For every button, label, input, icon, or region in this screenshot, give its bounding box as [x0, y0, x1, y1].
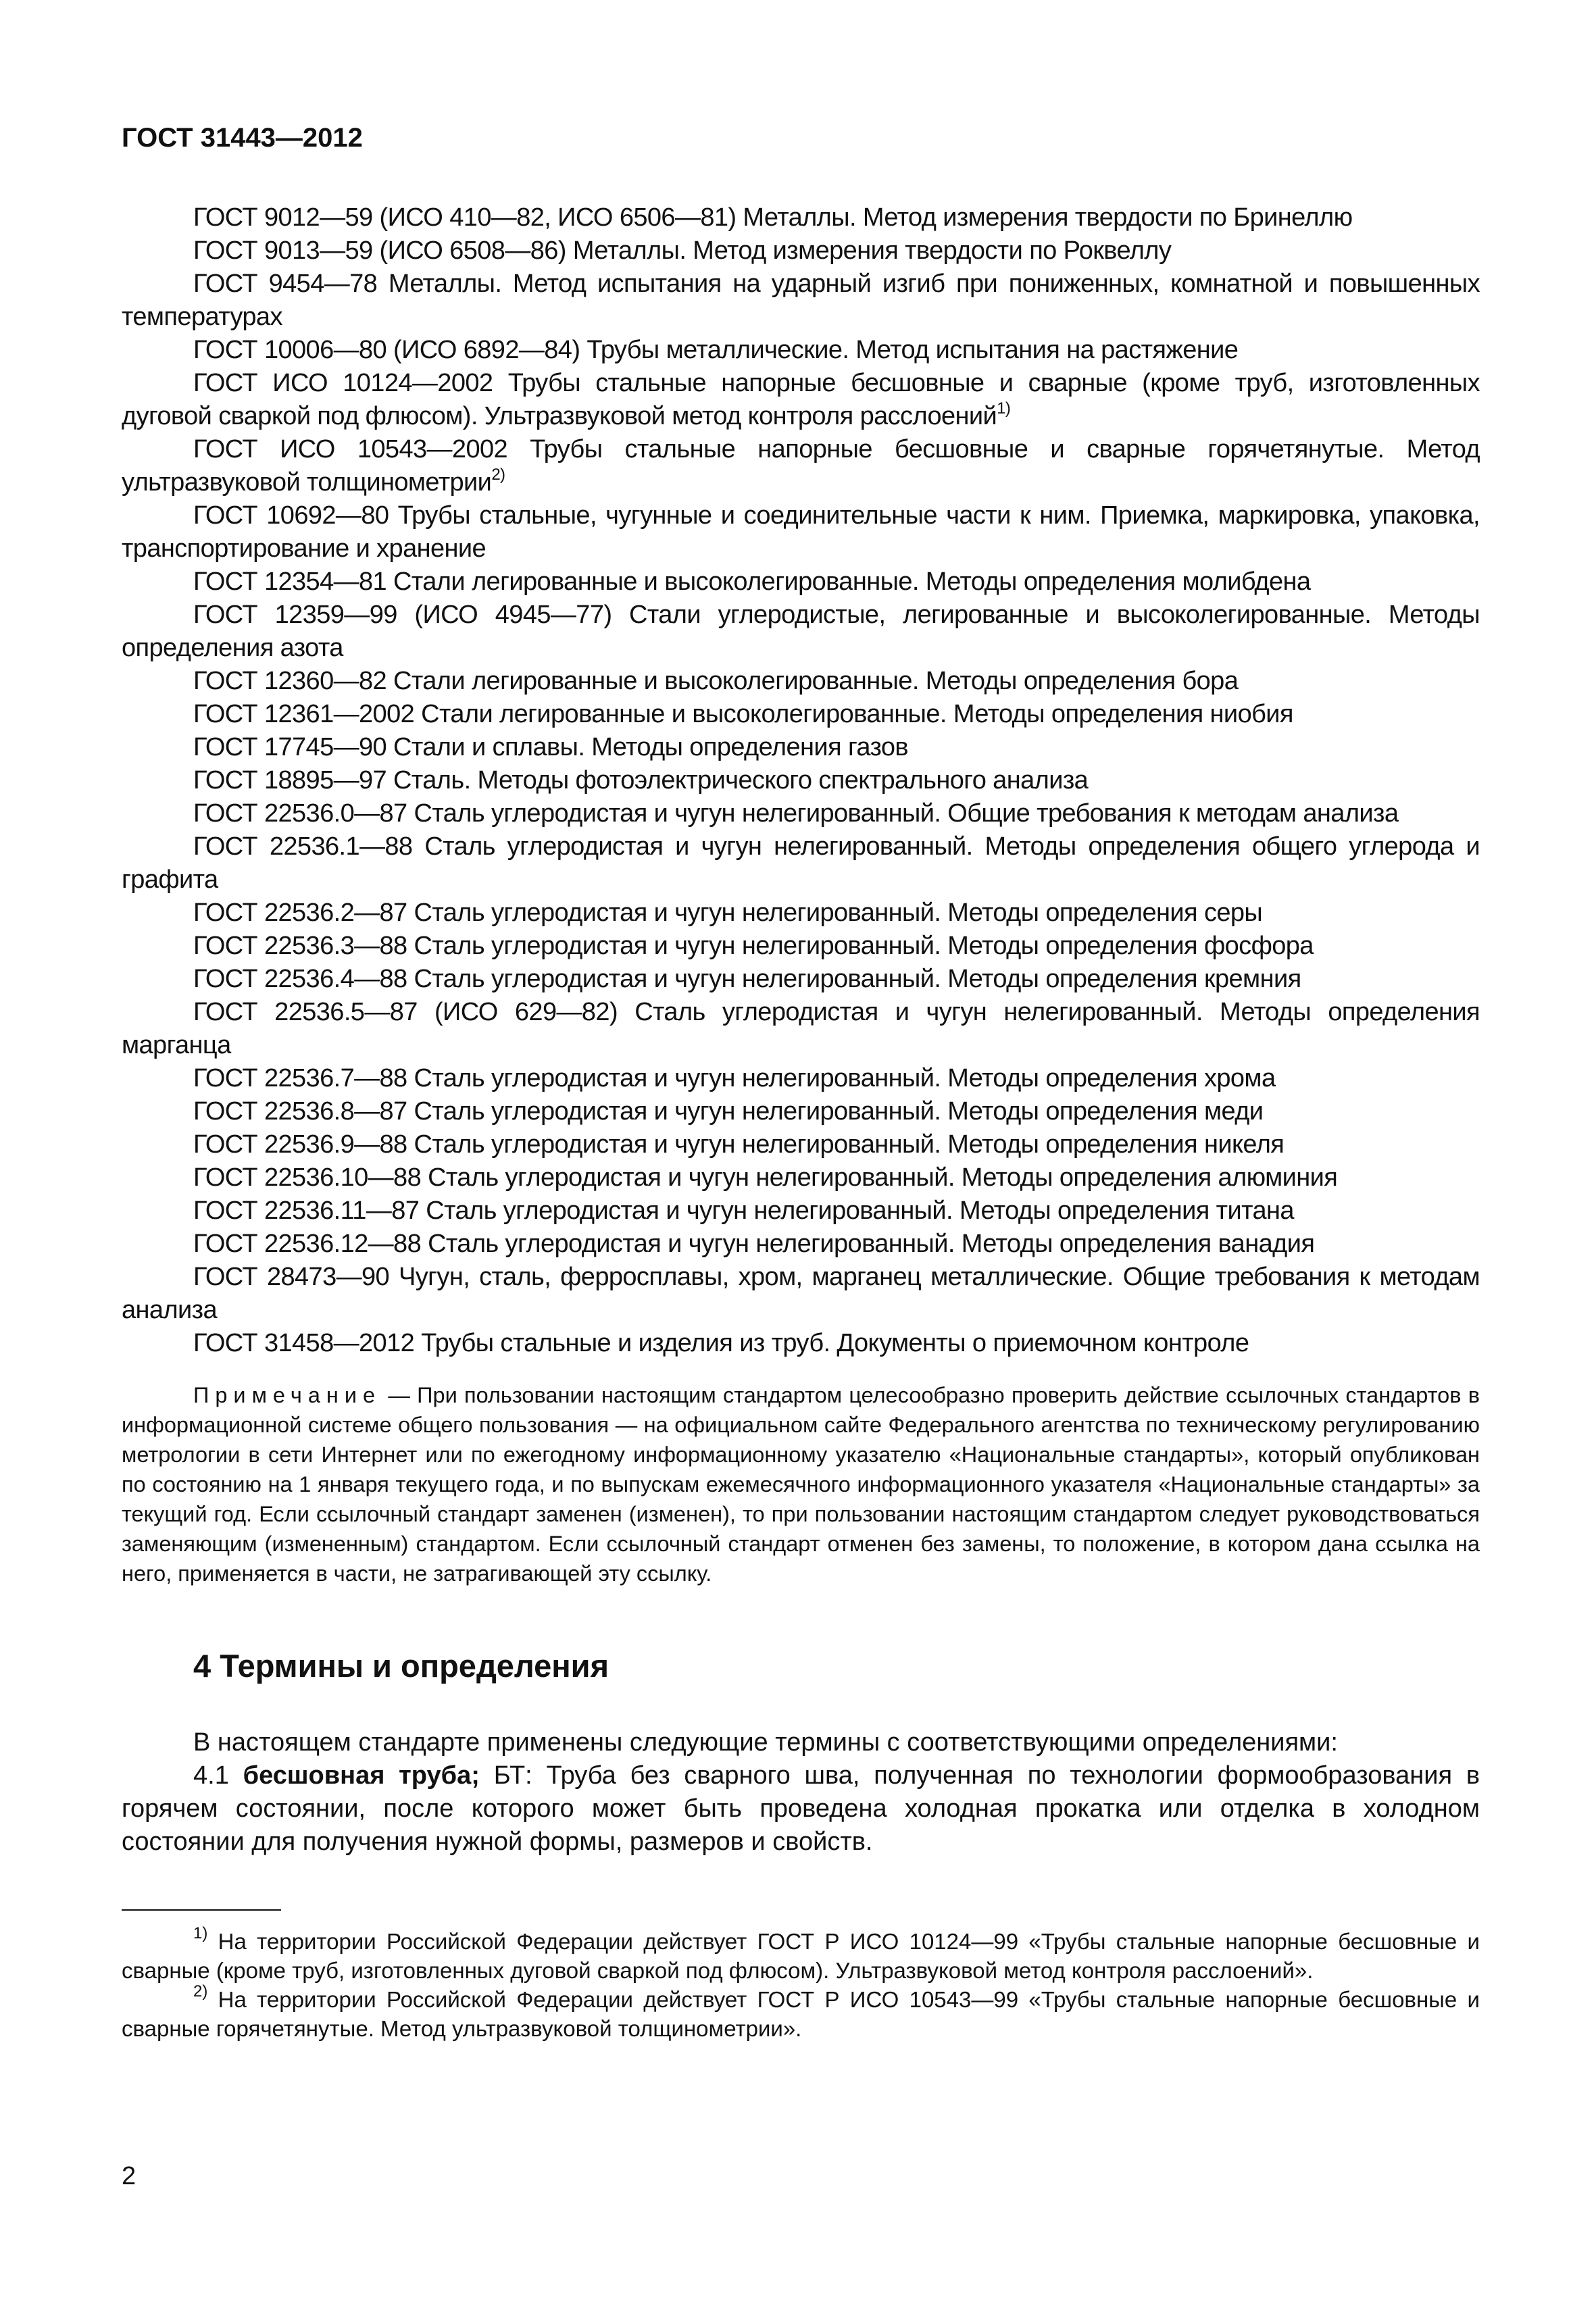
reference-item: ГОСТ 18895—97 Сталь. Методы фотоэлектрического спектрального анализа — [193, 766, 1089, 795]
document-header: ГОСТ 31443—2012 — [122, 123, 363, 153]
reference-item: ГОСТ 10006—80 (ИСО 6892—84) Трубы металлические. Метод испытания на растяжение — [193, 336, 1239, 364]
reference-item: ГОСТ 22536.11—87 Сталь углеродистая и чугун нелегированный. Методы определения титана — [193, 1197, 1294, 1225]
reference-item: ГОСТ 22536.3—88 Сталь углеродистая и чугун нелегированный. Методы определения фосфора — [193, 932, 1314, 960]
reference-item: ГОСТ 22536.4—88 Сталь углеродистая и чугун нелегированный. Методы определения кремния — [193, 965, 1301, 993]
term-number: 4.1 — [193, 1761, 229, 1790]
reference-item: ГОСТ 9013—59 (ИСО 6508—86) Металлы. Метод измерения твердости по Роквеллу — [193, 236, 1172, 265]
footnotes — [122, 1924, 1480, 2043]
reference-item: ГОСТ 22536.2—87 Сталь углеродистая и чугун нелегированный. Методы определения серы — [193, 899, 1263, 927]
reference-item: ГОСТ ИСО 10124—2002 Трубы стальные напорные бесшовные и сварные (кроме труб, изготовленных дуговой сваркой под флюсом). Ультразвуковой метод контроля расслоений$^{1)}$ — [122, 369, 1480, 430]
reference-item: ГОСТ ИСО 10543—2002 Трубы стальные напорные бесшовные и сварные горячетянутые. Метод ультразвуковой толщинометрии$^{2)}$ — [122, 435, 1480, 497]
normative-references — [122, 201, 1480, 1360]
section-title: 4 Термины и определения — [193, 1648, 609, 1684]
reference-item: ГОСТ 22536.5—87 (ИСО 629—82) Сталь углеродистая и чугун нелегированный. Методы определения марганца — [122, 998, 1480, 1059]
reference-item: ГОСТ 9454—78 Металлы. Метод испытания на ударный изгиб при пониженных, комнатной и повышенных температурах — [122, 270, 1480, 331]
note-paragraph — [122, 1380, 1480, 1588]
term-definition: БТ: Труба без сварного шва, полученная по технологии формообразования в горячем состоянии, после которого может быть проведена холодная прокатка или отделка в холодном состоянии для получения нужной формы, размеров и свойств. — [122, 1761, 1480, 1856]
footnote-mark: 1) — [193, 1924, 208, 1942]
reference-item: ГОСТ 28473—90 Чугун, сталь, ферросплавы, хром, марганец металлические. Общие требования к методам анализа — [122, 1263, 1480, 1324]
reference-item: ГОСТ 12361—2002 Стали легированные и высоколегированные. Методы определения ниобия — [193, 700, 1293, 728]
reference-item: ГОСТ 22536.8—87 Сталь углеродистая и чугун нелегированный. Методы определения меди — [193, 1097, 1264, 1126]
footnote-mark: 2) — [491, 466, 505, 484]
reference-item: ГОСТ 22536.1—88 Сталь углеродистая и чугун нелегированный. Методы определения общего углерода и графита — [122, 832, 1480, 894]
note-label: Примечание — [193, 1383, 382, 1407]
reference-item: ГОСТ 12359—99 (ИСО 4945—77) Стали углеродистые, легированные и высоколегированные. Методы определения азота — [122, 601, 1480, 662]
reference-item: ГОСТ 12360—82 Стали легированные и высоколегированные. Методы определения бора — [193, 667, 1239, 695]
page-number: 2 — [122, 2162, 136, 2190]
reference-item: ГОСТ 9012—59 (ИСО 410—82, ИСО 6506—81) Металлы. Метод измерения твердости по Бринеллю — [193, 203, 1353, 232]
intro-paragraph: В настоящем стандарте применены следующие термины с соответствующими определениями: — [193, 1728, 1338, 1757]
note-text: — При пользовании настоящим стандартом целесообразно проверить действие ссылочных стандартов в информационной системе общего пользования — на официальном сайте Федерального агентства по техническому регулированию метрологии в сети Интернет или по ежегодному информационному указателю «Национальные стандарты», который опубликован по состоянию на 1 января текущего года, и по выпускам ежемесячного информационного указателя «Национальные стандарты» за текущий год. Если ссылочный стандарт заменен (изменен), то при пользовании настоящим стандартом следует руководствоваться заменяющим (измененным) стандартом. Если ссылочный стандарт отменен без замены, то положение, в котором дана ссылка на него, применяется в части, не затрагивающей эту ссылку. — [122, 1383, 1480, 1586]
term-name: бесшовная труба; — [243, 1761, 480, 1790]
reference-item: ГОСТ 22536.9—88 Сталь углеродистая и чугун нелегированный. Методы определения никеля — [193, 1130, 1285, 1159]
reference-item: ГОСТ 22536.10—88 Сталь углеродистая и чугун нелегированный. Методы определения алюминия — [193, 1163, 1338, 1192]
footnote-divider — [122, 1909, 281, 1911]
footnote-mark: 1) — [997, 399, 1011, 418]
footnote-item: $^{2)}$ На территории Российской Федерации действует ГОСТ Р ИСО 10543—99 «Трубы стальные напорные бесшовные и сварные горячетянутые. Метод ультразвуковой толщинометрии». — [122, 1982, 1480, 2041]
reference-item: ГОСТ 10692—80 Трубы стальные, чугунные и соединительные части к ним. Приемка, маркировка, упаковка, транспортирование и хранение — [122, 501, 1480, 563]
section-body — [122, 1726, 1480, 1859]
reference-item: ГОСТ 12354—81 Стали легированные и высоколегированные. Методы определения молибдена — [193, 568, 1311, 596]
reference-item: ГОСТ 22536.12—88 Сталь углеродистая и чугун нелегированный. Методы определения ванадия — [193, 1230, 1315, 1258]
reference-item: ГОСТ 22536.7—88 Сталь углеродистая и чугун нелегированный. Методы определения хрома — [193, 1064, 1276, 1092]
term-paragraph — [122, 1759, 1480, 1859]
footnote-item: $^{1)}$ На территории Российской Федерации действует ГОСТ Р ИСО 10124—99 «Трубы стальные напорные бесшовные и сварные (кроме труб, изготовленных дуговой сваркой под флюсом). Ультразвуковой метод контроля расслоений». — [122, 1924, 1480, 1983]
reference-item: ГОСТ 17745—90 Стали и сплавы. Методы определения газов — [193, 733, 909, 761]
reference-item: ГОСТ 22536.0—87 Сталь углеродистая и чугун нелегированный. Общие требования к методам анализа — [193, 799, 1399, 828]
footnote-mark: 2) — [193, 1982, 208, 2001]
reference-item: ГОСТ 31458—2012 Трубы стальные и изделия из труб. Документы о приемочном контроле — [193, 1329, 1249, 1357]
